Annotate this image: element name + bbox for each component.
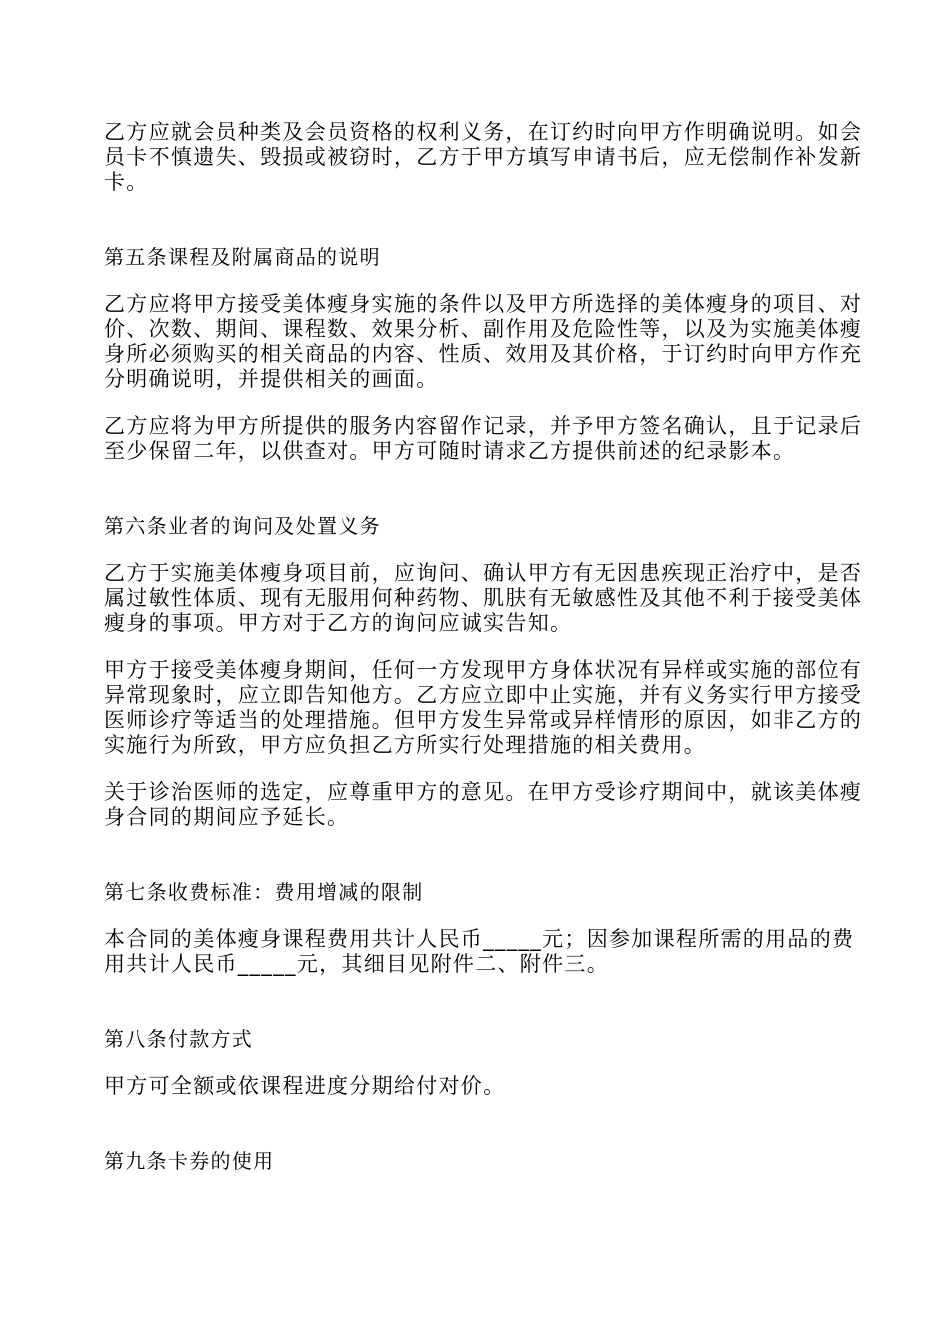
paragraph-payment-method: 甲方可全额或依课程进度分期给付对价。 <box>104 1074 506 1098</box>
heading-article-9: 第九条卡券的使用 <box>104 1149 275 1173</box>
heading-article-7: 第七条收费标准：费用增减的限制 <box>104 880 424 904</box>
paragraph-course-description: 乙方应将甲方接受美体瘦身实施的条件以及甲方所选择的美体瘦身的项目、对价、次数、期间、课程数、效果分析、副作用及危险性等，以及为实施美体瘦身所必须购买的相关商品的内容、性质、效用及其价格，于订约时向甲方作充分明确说明，并提供相关的画面。 <box>104 292 863 391</box>
paragraph-service-records: 乙方应将为甲方所提供的服务内容留作记录，并予甲方签名确认，且于记录后至少保留二年，以供查对。甲方可随时请求乙方提供前述的纪录影本。 <box>104 414 863 463</box>
paragraph-membership-rights: 乙方应就会员种类及会员资格的权利义务，在订约时向甲方作明确说明。如会员卡不慎遗失、毁损或被窃时，乙方于甲方填写申请书后，应无偿制作补发新卡。 <box>104 120 863 194</box>
paragraph-fee-total: 本合同的美体瘦身课程费用共计人民币_____元；因参加课程所需的用品的费用共计人民币_____元，其细目见附件二、附件三。 <box>104 927 855 976</box>
heading-article-6: 第六条业者的询问及处置义务 <box>104 514 381 538</box>
paragraph-abnormal-handling: 甲方于接受美体瘦身期间，任何一方发现甲方身体状况有异样或实施的部位有异常现象时，应立即告知他方。乙方应立即中止实施，并有义务实行甲方接受医师诊疗等适当的处理措施。但甲方发生异常或异样情形的原因，如非乙方的实施行为所致，甲方应负担乙方所实行处理措施的相关费用。 <box>104 658 863 757</box>
heading-article-5: 第五条课程及附属商品的说明 <box>104 245 381 269</box>
paragraph-physician-selection: 关于诊治医师的选定，应尊重甲方的意见。在甲方受诊疗期间中，就该美体瘦身合同的期间应予延长。 <box>104 780 863 829</box>
document-page <box>104 120 874 1196</box>
heading-article-8: 第八条付款方式 <box>104 1027 254 1051</box>
paragraph-pre-inquiry: 乙方于实施美体瘦身项目前，应询问、确认甲方有无因患疾现正治疗中，是否属过敏性体质、现有无服用何种药物、肌肤有无敏感性及其他不利于接受美体瘦身的事项。甲方对于乙方的询问应诚实告知。 <box>104 561 863 635</box>
